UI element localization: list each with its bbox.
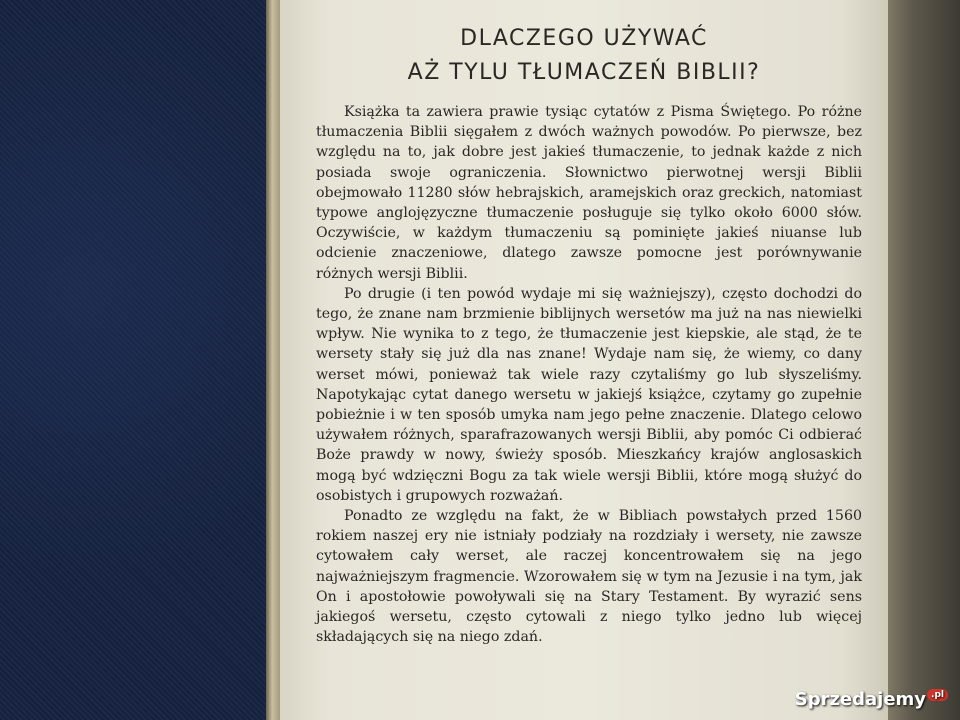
watermark <box>795 689 948 710</box>
page-title-line-2: AŻ TYLU TŁUMACZEŃ BIBLII? <box>407 60 761 85</box>
book-page <box>280 0 888 720</box>
page-body <box>316 102 862 647</box>
watermark-badge: .pl <box>927 689 948 701</box>
paragraph: Książka ta zawiera prawie tysiąc cytatów z Pisma Świętego. Po różne tłumaczenia Biblii sięgałem z dwóch ważnych powodów. Po pierwsze, bez względu na to, jak dobre jest jakieś tłumaczenie, to jednak każde z nich posiada swoje ograniczenia. Słownictwo pierwotnej wersji Biblii obejmowało 11280 słów hebrajskich, aramejskich oraz greckich, natomiast typowe anglojęzyczne tłumaczenie posługuje się tylko około 6000 słów. Oczywiście, w każdym tłumaczeniu są pominięte jakieś niuanse lub odcienie znaczeniowe, dlatego zawsze pomocne jest porównywanie różnych wersji Biblii. <box>316 104 862 282</box>
paragraph: Ponadto ze względu na fakt, że w Bibliach powstałych przed 1560 rokiem naszej ery nie istniały podziały na rozdziały i wersety, nie zawsze cytowałem cały werset, ale raczej koncentrowałem się na jego najważniejszym fragmencie. Wzorowałem się w tym na Jezusie i na tym, jak On i apostołowie powoływali się na Stary Testament. By wyrazić sens jakiegoś wersetu, często cytowali z niego tylko jedno lub więcej składających się na niego zdań. <box>316 508 862 646</box>
fabric-background <box>0 0 272 720</box>
page-title-line-1: DLACZEGO UŻYWAĆ <box>460 26 708 51</box>
paragraph: Po drugie (i ten powód wydaje mi się ważniejszy), często dochodzi do tego, że znane nam brzmienie biblijnych wersetów ma już na nas niewielki wpływ. Nie wynika to z tego, że tłumaczenie jest kiepskie, ale stąd, że te wersety stały się już dla nas znane! Wydaje nam się, że wiemy, co dany werset mówi, ponieważ tak wiele razy czytaliśmy go lub słyszeliśmy. Napotykając cytat danego wersetu w jakiejś książce, czytamy go zupełnie pobieżnie i w ten sposób umyka nam jego pełne znaczenie. Dlatego celowo używałem różnych, sparafrazowanych wersji Biblii, aby pomóc Ci odbierać Boże prawdy w nowy, świeży sposób. Mieszkańcy krajów anglosaskich mogą być wdzięczni Bogu za tak wiele wersji Biblii, które mogą służyć do osobistych i grupowych rozważań. <box>316 285 862 504</box>
book-page-edge <box>266 0 280 720</box>
book-right-shadow <box>880 0 960 720</box>
watermark-text: Sprzedajemy <box>794 689 927 710</box>
